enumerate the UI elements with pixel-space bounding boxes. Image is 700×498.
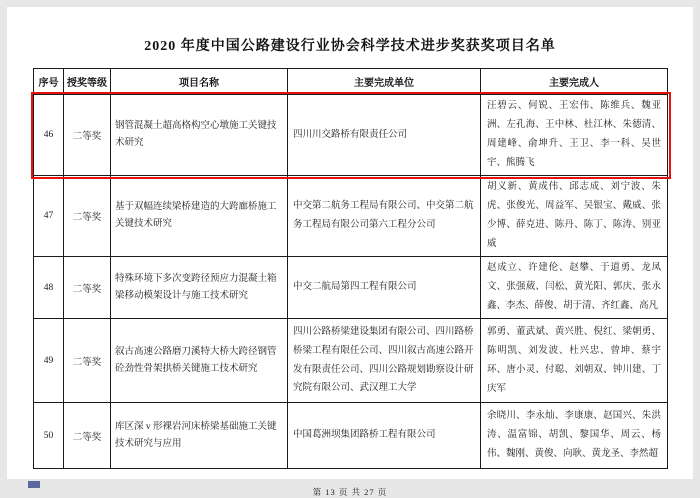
bottom-left-artifact xyxy=(28,481,40,488)
header-award-grade: 授奖等级 xyxy=(64,69,111,95)
cell-award-grade: 二等奖 xyxy=(64,257,111,319)
cell-main-people: 胡义新、黄成伟、邱志成、刘宁波、朱虎、张俊光、周益军、吴银宝、戴威、张少博、薛克进、陈丹、陈丁、陈涛、别亚威 xyxy=(481,176,668,257)
page-number: 第 13 页 共 27 页 xyxy=(312,487,388,497)
cell-main-units: 中交第二航务工程局有限公司、中交第二航务工程局有限公司第六工程分公司 xyxy=(288,176,481,257)
cell-main-people: 赵成立、许建伦、赵攀、于道勇、龙凤文、张强葳、闫松、黄光阳、郭庆、张永鑫、李杰、薛俊、胡于清、齐红鑫、高凡 xyxy=(481,257,668,319)
cell-main-units: 四川公路桥梁建设集团有限公司、四川路桥桥梁工程有限任公司、四川叙古高速公路开发有限责任公司、四川公路规划勘察设计研究院有限公司、武汉理工大学 xyxy=(288,319,481,403)
cell-serial-number: 49 xyxy=(34,319,64,403)
cell-project-name: 叙古高速公路磨刀溪特大桥大跨径钢管砼劲性骨架拱桥关键施工技术研究 xyxy=(111,319,288,403)
table-header-row xyxy=(34,69,668,95)
cell-award-grade: 二等奖 xyxy=(64,176,111,257)
cell-project-name: 特殊环境下多次变跨径预应力混凝土箱梁移动模架设计与施工技术研究 xyxy=(111,257,288,319)
document-page xyxy=(7,7,693,497)
table-row-48 xyxy=(34,257,668,319)
cell-award-grade: 二等奖 xyxy=(64,403,111,469)
cell-serial-number: 48 xyxy=(34,257,64,319)
cell-serial-number: 47 xyxy=(34,176,64,257)
cell-main-people: 郭勇、董武斌、黄兴胜、倪红、梁朝勇、陈明凯、刘发波、杜兴忠、曾坤、蔡宇环、唐小灵、付聪、刘朝双、钟川建、丁庆军 xyxy=(481,319,668,403)
table-row-47 xyxy=(34,176,668,257)
table-row-46-highlighted xyxy=(34,95,668,176)
cell-main-units: 中国葛洲坝集团路桥工程有限公司 xyxy=(288,403,481,469)
table-row-50 xyxy=(34,403,668,469)
cell-project-name: 库区深 v 形裸岩河床桥梁基础施工关键技术研究与应用 xyxy=(111,403,288,469)
cell-main-units: 中交二航局第四工程有限公司 xyxy=(288,257,481,319)
header-serial-number: 序号 xyxy=(34,69,64,95)
header-main-people: 主要完成人 xyxy=(481,69,668,95)
header-main-units: 主要完成单位 xyxy=(288,69,481,95)
cell-main-people: 余晓川、李永灿、李康康、赵国兴、朱洪涛、温富锦、胡凯、黎国华、周云、杨伟、魏刚、黄俊、向耿、黄龙圣、李然超 xyxy=(481,403,668,469)
cell-project-name: 基于双幅连续梁桥建造的大跨廊桥施工关键技术研究 xyxy=(111,176,288,257)
awards-table xyxy=(33,68,668,469)
cell-project-name: 钢管混凝土超高格构空心墩施工关键技术研究 xyxy=(111,95,288,176)
cell-serial-number: 50 xyxy=(34,403,64,469)
cell-award-grade: 二等奖 xyxy=(64,319,111,403)
cell-main-people: 汪碧云、何锐、王宏伟、陈维兵、魏亚洲、左孔海、王中林、杜江林、朱德清、周建峰、俞坤升、王卫、李一科、吴世宇、熊腾飞 xyxy=(481,95,668,176)
cell-award-grade: 二等奖 xyxy=(64,95,111,176)
page-title: 2020 年度中国公路建设行业协会科学技术进步奖获奖项目名单 xyxy=(144,39,556,54)
header-project-name: 项目名称 xyxy=(111,69,288,95)
cell-serial-number: 46 xyxy=(34,95,64,176)
cell-main-units: 四川川交路桥有限责任公司 xyxy=(288,95,481,176)
table-row-49 xyxy=(34,319,668,403)
